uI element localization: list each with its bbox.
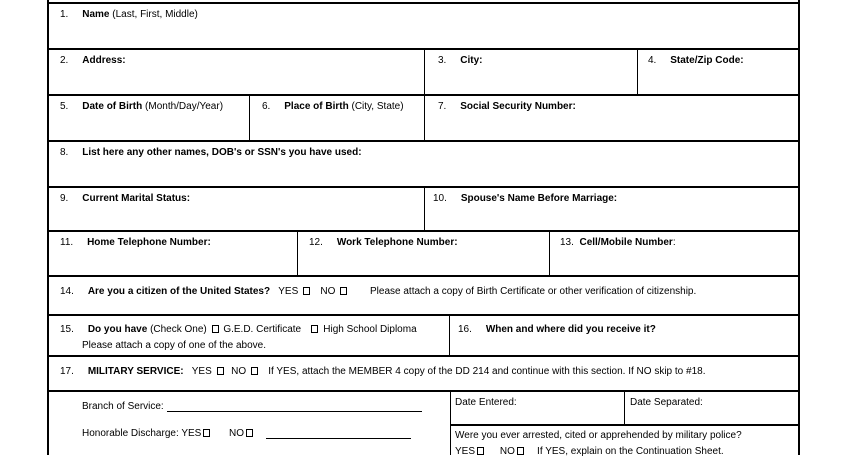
- arrested-label: Were you ever arrested, cited or apprehended by military police?: [455, 430, 742, 441]
- honorable-yes-checkbox[interactable]: [203, 429, 210, 437]
- other-names-label: [60, 147, 362, 158]
- divider: [47, 140, 800, 142]
- field-title: Cell/Mobile Number: [579, 237, 673, 248]
- marital-status-label: [60, 193, 190, 204]
- received-field[interactable]: [482, 338, 792, 352]
- field-number: 9.: [60, 193, 69, 204]
- field-number: 12.: [309, 237, 323, 248]
- place-of-birth-label: [262, 101, 404, 112]
- citizen-row: [60, 286, 349, 297]
- field-number: 11.: [60, 237, 74, 248]
- address-label: [60, 55, 126, 66]
- cell-phone-label: [560, 237, 676, 248]
- military-row: [60, 366, 705, 377]
- field-title: Home Telephone Number:: [87, 237, 211, 248]
- education-note: Please attach a copy of one of the above.: [82, 340, 267, 351]
- work-phone-field[interactable]: [333, 252, 543, 270]
- field-title: Address:: [82, 55, 126, 66]
- divider: [47, 2, 800, 4]
- field-number: 4.: [648, 55, 657, 66]
- name-label: [60, 9, 198, 20]
- arrested-options: [455, 446, 724, 457]
- ged-checkbox[interactable]: [212, 325, 219, 333]
- marital-status-field[interactable]: [85, 208, 415, 226]
- divider: [424, 186, 425, 230]
- yes-label: YES: [278, 286, 299, 297]
- field-title: List here any other names, DOB's or SSN's you have used:: [82, 147, 362, 158]
- ssn-label: [438, 101, 576, 112]
- date-separated-label: Date Separated:: [630, 397, 703, 408]
- yes-label: YES: [455, 446, 476, 457]
- branch-text: Branch of Service:: [82, 401, 164, 412]
- spouse-name-field[interactable]: [460, 208, 790, 226]
- place-of-birth-field[interactable]: [285, 116, 420, 134]
- divider: [297, 230, 298, 275]
- divider: [424, 48, 425, 94]
- divider: [449, 314, 450, 355]
- field-title: Name: [82, 9, 110, 20]
- divider: [47, 390, 800, 392]
- field-number: 16.: [458, 324, 472, 335]
- divider: [47, 314, 800, 316]
- field-hint: (Month/Day/Year): [145, 101, 224, 112]
- diploma-checkbox[interactable]: [311, 325, 318, 333]
- branch-field[interactable]: [165, 397, 415, 411]
- field-title: Date of Birth: [82, 101, 143, 112]
- citizen-yes-checkbox[interactable]: [303, 287, 310, 295]
- address-field[interactable]: [85, 70, 415, 88]
- field-hint: (City, State): [351, 101, 404, 112]
- field-title: State/Zip Code:: [670, 55, 744, 66]
- state-zip-label: [648, 55, 744, 66]
- field-number: 13.: [560, 237, 574, 248]
- yes-label: YES: [191, 366, 212, 377]
- field-number: 10.: [433, 193, 447, 204]
- field-number: 2.: [60, 55, 69, 66]
- military-no-checkbox[interactable]: [251, 367, 258, 375]
- military-yes-checkbox[interactable]: [217, 367, 224, 375]
- field-number: 5.: [60, 101, 69, 112]
- field-number: 6.: [262, 101, 271, 112]
- field-title: MILITARY SERVICE:: [87, 366, 184, 377]
- branch-underline: [167, 411, 422, 412]
- divider: [450, 424, 800, 426]
- yes-label: YES: [181, 428, 202, 439]
- honorable-underline: [266, 438, 411, 439]
- ssn-field[interactable]: [460, 116, 790, 134]
- no-label: NO: [499, 446, 515, 457]
- date-separated-field[interactable]: [632, 410, 792, 422]
- field-title: Social Security Number:: [460, 101, 576, 112]
- field-title: Current Marital Status:: [82, 193, 191, 204]
- city-field[interactable]: [460, 70, 630, 88]
- divider: [637, 48, 638, 94]
- divider: [424, 94, 425, 140]
- name-field[interactable]: [85, 24, 785, 42]
- field-title: Place of Birth: [284, 101, 349, 112]
- field-title: Do you have: [87, 324, 148, 335]
- field-number: 14.: [60, 286, 74, 297]
- citizen-no-checkbox[interactable]: [340, 287, 347, 295]
- divider: [624, 390, 625, 424]
- divider: [450, 390, 451, 455]
- field-number: 8.: [60, 147, 69, 158]
- arrested-yes-checkbox[interactable]: [477, 447, 484, 455]
- field-title: Spouse's Name Before Marriage:: [460, 193, 618, 204]
- honorable-row: [82, 428, 411, 439]
- field-number: 15.: [60, 324, 74, 335]
- divider: [549, 230, 550, 275]
- field-hint: (Check One): [150, 324, 207, 335]
- divider: [249, 94, 250, 140]
- field-title: When and where did you receive it?: [485, 324, 656, 335]
- home-phone-field[interactable]: [85, 252, 290, 270]
- date-entered-field[interactable]: [458, 410, 618, 422]
- field-number: 7.: [438, 101, 447, 112]
- dob-label: [60, 101, 223, 112]
- field-title: Are you a citizen of the United States?: [87, 286, 271, 297]
- arrested-note: If YES, explain on the Continuation Sheet.: [537, 446, 724, 457]
- divider: [47, 275, 800, 277]
- arrested-no-checkbox[interactable]: [517, 447, 524, 455]
- no-label: NO: [231, 366, 247, 377]
- ged-label: G.E.D. Certificate: [223, 324, 302, 335]
- honorable-label: Honorable Discharge:: [82, 428, 179, 439]
- city-label: [438, 55, 482, 66]
- work-phone-label: [309, 237, 458, 248]
- no-label: NO: [229, 428, 245, 439]
- field-title: Work Telephone Number:: [336, 237, 458, 248]
- citizen-note: Please attach a copy of Birth Certificate or other verification of citizenship.: [370, 286, 697, 297]
- state-zip-field[interactable]: [672, 70, 792, 88]
- spouse-name-label: [433, 193, 617, 204]
- divider: [47, 230, 800, 232]
- no-label: NO: [320, 286, 336, 297]
- diploma-label: High School Diploma: [323, 324, 417, 335]
- military-note: If YES, attach the MEMBER 4 copy of the DD 214 and continue with this section. If NO skip to #18.: [268, 366, 706, 377]
- received-label: [458, 324, 656, 335]
- field-number: 3.: [438, 55, 447, 66]
- cell-phone-field[interactable]: [578, 252, 793, 270]
- field-number: 1.: [60, 9, 69, 20]
- home-phone-label: [60, 237, 211, 248]
- field-title: City:: [460, 55, 483, 66]
- education-row: [60, 324, 417, 335]
- dob-field[interactable]: [85, 116, 245, 134]
- field-hint: (Last, First, Middle): [112, 9, 198, 20]
- date-entered-label: Date Entered:: [455, 397, 517, 408]
- other-names-field[interactable]: [85, 162, 785, 180]
- divider: [47, 355, 800, 357]
- field-number: 17.: [60, 366, 74, 377]
- field-hint: :: [672, 237, 676, 248]
- honorable-no-checkbox[interactable]: [246, 429, 253, 437]
